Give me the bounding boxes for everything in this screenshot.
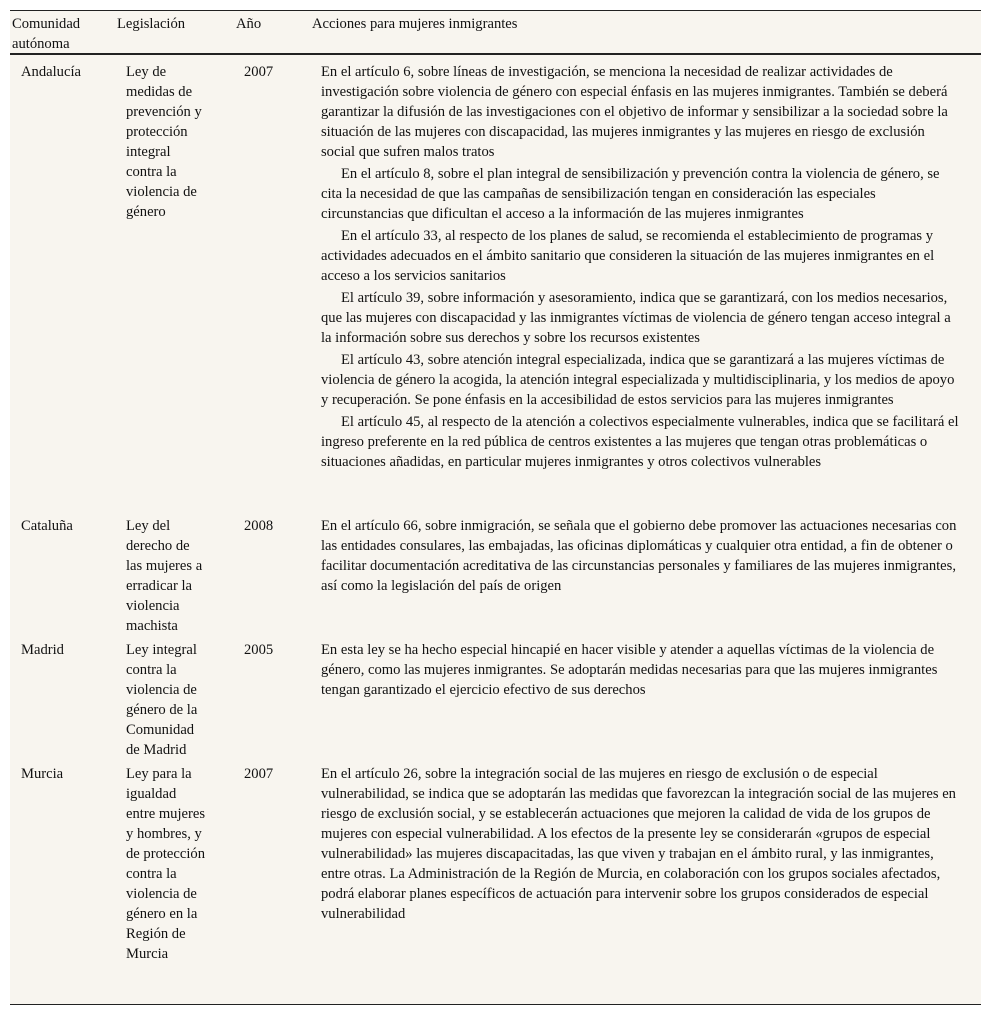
- cell-year: 2007: [244, 64, 274, 80]
- action-paragraph: En el artículo 26, sobre la integración social de las mujeres en riesgo de exclusión o de especial vulnerabilidad, se indica que se adoptarán las medidas que favorezcan la integración social de las mujeres en riesgo de exclusión social, y se establecerán actuaciones que mejoren la calidad de vida de los grupos de mujeres con especial vulnerabilidad. A los efectos de la presente ley se considerarán «grupos de especial vulnerabilidad» las mujeres discapacitadas, las que viven y trabajan en el ámbito rural, y las inmigrantes, entre otras. La Administración de la Región de Murcia, en colaboración con los grupos sociales afectados, podrá elaborar planes específicos de actuación para intervenir sobre los grupos considerados de especial vulnerabilidad: [321, 766, 956, 922]
- action-paragraph: En el artículo 6, sobre líneas de investigación, se menciona la necesidad de realizar actividades de investigación sobre violencia de género con especial énfasis en las mujeres inmigrantes. También se deberá garantizar la difusión de las investigaciones con el objetivo de informar y sensibilizar a la sociedad sobre la situación de las mujeres con discapacidad, las mujeres inmigrantes y las mujeres en riesgo de exclusión social que sufren malos tratos: [321, 64, 948, 160]
- action-paragraph: En el artículo 33, al respecto de los planes de salud, se recomienda el establecimiento de programas y actividades adecuados en el ámbito sanitario que consideren la situación de las mujeres inmigrantes en el acceso a los servicios sanitarios: [321, 228, 935, 284]
- cell-community: Cataluña: [21, 518, 73, 534]
- header-community: Comunidad autónoma: [12, 16, 81, 52]
- cell-actions: [321, 62, 959, 474]
- header-year: Año: [236, 16, 262, 32]
- cell-legislation: Ley para la igualdad entre mujeres y hombres, y de protección contra la violencia de género en la Región de Murcia: [126, 766, 206, 962]
- table-header: [10, 11, 981, 55]
- action-paragraph: El artículo 43, sobre atención integral especializada, indica que se garantizará a las mujeres víctimas de violencia de género la acogida, la atención integral especializada y multidisciplinaria, y los medios de apoyo y recuperación. Se pone énfasis en la accesibilidad de estos servicios para las mujeres inmigrantes: [321, 352, 955, 408]
- cell-community: Madrid: [21, 642, 64, 658]
- table-row-cataluna: [10, 511, 981, 635]
- action-paragraph: En el artículo 66, sobre inmigración, se señala que el gobierno debe promover las actuaciones necesarias con las entidades consulares, las embajadas, las oficinas diplomáticas y cualquier otra entidad, a fin de obtener o facilitar documentación acreditativa de las circunstancias personales y familiares de las mujeres inmigrantes, así como la legislación del país de origen: [321, 518, 957, 594]
- cell-community: Murcia: [21, 766, 64, 782]
- cell-legislation: Ley del derecho de las mujeres a erradicar la violencia machista: [126, 518, 203, 634]
- action-paragraph: El artículo 45, al respecto de la atención a colectivos especialmente vulnerables, indica que se facilitará el ingreso preferente en la red pública de centros existentes a las mujeres que tengan otras problemáticas o situaciones añadidas, en particular mujeres inmigrantes y otros colectivos vulnerables: [321, 414, 959, 470]
- action-paragraph: En el artículo 8, sobre el plan integral de sensibilización y prevención contra la violencia de género, se cita la necesidad de que las campañas de sensibilización tengan en consideración las especiales circunstancias que dificultan el acceso a la información de las mujeres inmigrantes: [321, 166, 940, 222]
- header-actions: Acciones para mujeres inmigrantes: [312, 16, 518, 32]
- cell-actions: [321, 764, 959, 926]
- cell-year: 2008: [244, 518, 274, 534]
- cell-year: 2005: [244, 642, 274, 658]
- cell-legislation: Ley de medidas de prevención y protección integral contra la violencia de género: [126, 64, 202, 220]
- table-row-andalucia: [10, 57, 981, 510]
- cell-community: Andalucía: [21, 64, 81, 80]
- action-paragraph: El artículo 39, sobre información y asesoramiento, indica que se garantizará, con los medios necesarios, que las mujeres con discapacidad y las inmigrantes víctimas de violencia de género tengan acceso integral a la información sobre sus derechos y sobre los recursos existentes: [321, 290, 951, 346]
- cell-year: 2007: [244, 766, 274, 782]
- cell-legislation: Ley integral contra la violencia de género de la Comunidad de Madrid: [126, 642, 198, 758]
- action-paragraph: En esta ley se ha hecho especial hincapié en hacer visible y atender a aquellas víctimas de la violencia de género, como las mujeres inmigrantes. Se adoptarán medidas necesarias para que las mujeres inmigrantes tengan garantizado el ejercicio efectivo de sus derechos: [321, 642, 938, 698]
- cell-actions: [321, 640, 959, 702]
- header-legislation: Legislación: [117, 16, 186, 32]
- table-row-madrid: [10, 635, 981, 759]
- table-row-murcia: [10, 759, 981, 1004]
- legislation-table: [10, 10, 981, 1005]
- cell-actions: [321, 516, 959, 598]
